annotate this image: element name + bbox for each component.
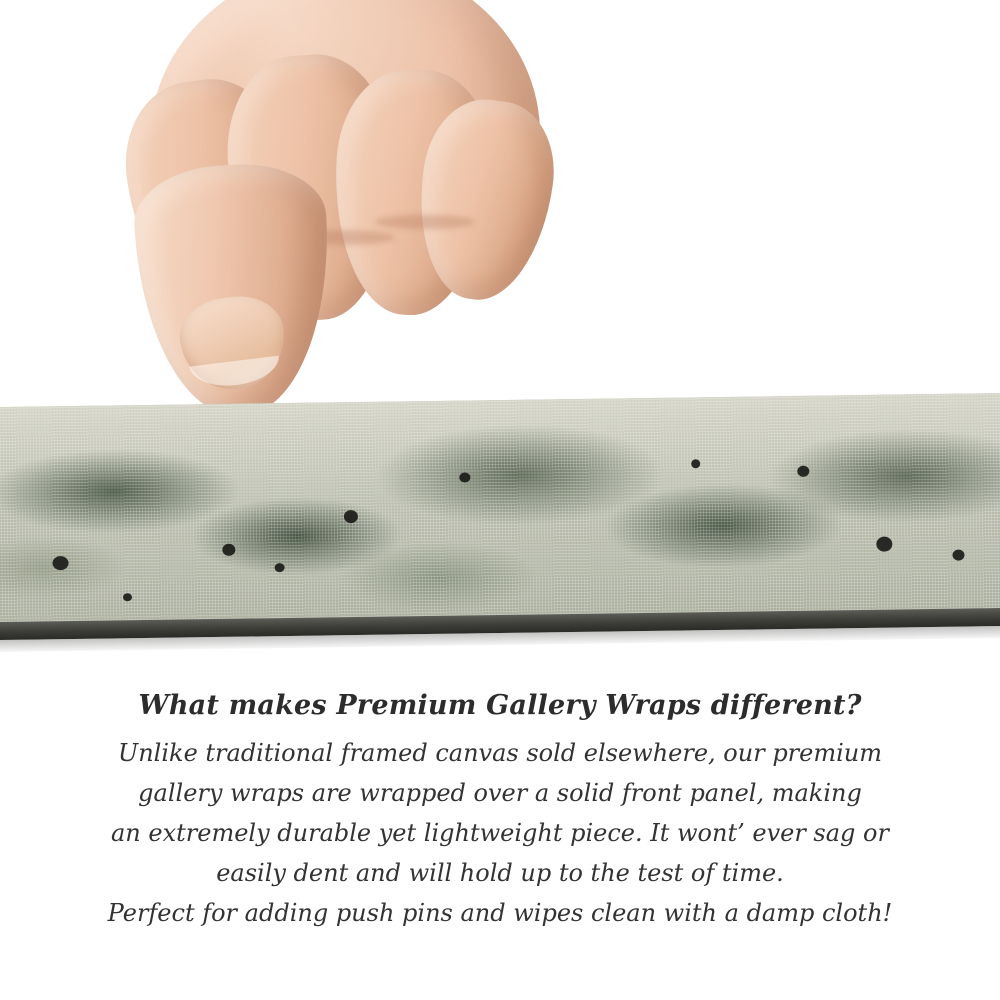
canvas-speck <box>275 563 285 572</box>
caption-line: Perfect for adding push pins and wipes clean with a damp cloth! <box>107 899 893 927</box>
caption-line: Unlike traditional framed canvas sold elsewhere, our premium <box>117 739 882 767</box>
canvas-speck <box>123 593 132 601</box>
caption-heading: What makes Premium Gallery Wraps different? <box>138 690 862 721</box>
caption-block <box>0 690 1000 933</box>
index-finger <box>132 160 337 420</box>
fingernail <box>176 291 290 395</box>
knuckle-crease <box>375 215 475 229</box>
caption-line: easily dent and will hold up to the test of time. <box>216 859 784 887</box>
caption-line: an extremely durable yet lightweight piece. It wont’ ever sag or <box>111 819 889 847</box>
hand-illustration <box>120 0 560 430</box>
caption-line: gallery wraps are wrapped over a solid front panel, making <box>138 779 862 807</box>
canvas-slab <box>0 393 1000 652</box>
canvas-weave-texture <box>0 393 1000 622</box>
canvas-speck <box>222 544 235 556</box>
canvas-speck <box>691 459 700 468</box>
